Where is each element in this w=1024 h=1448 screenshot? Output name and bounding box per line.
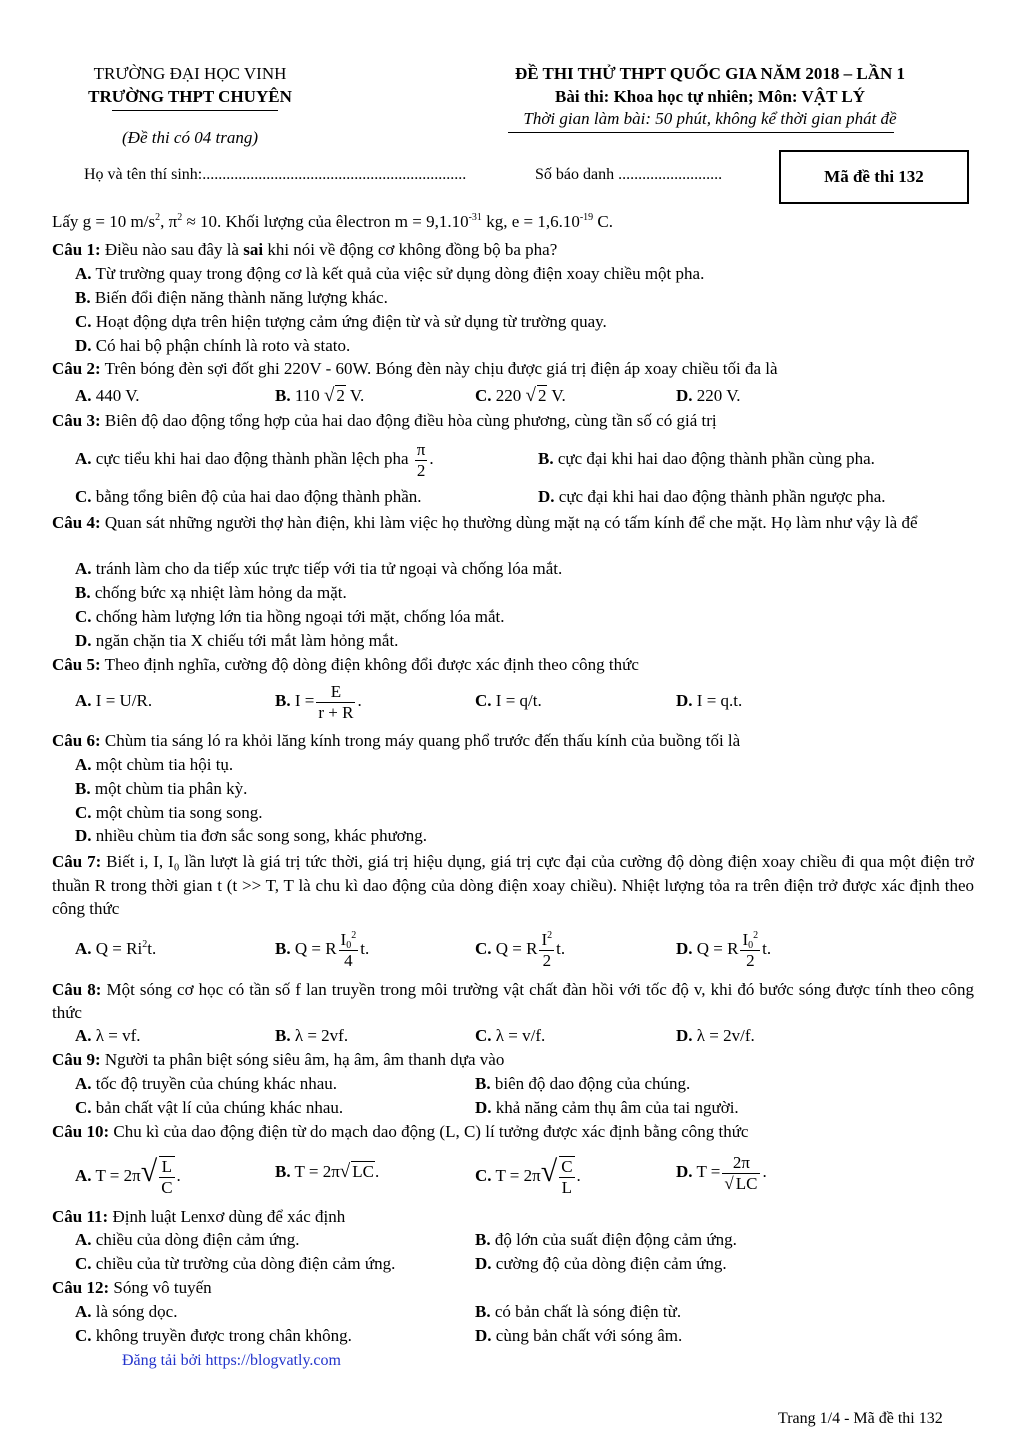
constants-tail: C. — [593, 212, 614, 231]
q9-option-c — [75, 1098, 343, 1118]
option-label: C. — [75, 1254, 92, 1273]
q5-option-b — [275, 679, 362, 723]
question-text: Trên bóng đèn sợi đốt ghi 220V - 60W. Bóng đèn này chịu được giá trị điện áp xoay chiều tối đa là — [104, 359, 778, 378]
fraction-denominator: C — [161, 1178, 173, 1198]
q10-option-d — [676, 1148, 767, 1196]
sqrt-radicand: LC — [735, 1173, 758, 1193]
sqrt-radicand: LC — [352, 1162, 374, 1181]
option-label: B. — [275, 1162, 291, 1181]
q7-option-c — [475, 923, 565, 975]
exam-code: Mã đề thi 132 — [824, 167, 924, 186]
question-text: Một sóng cơ học có tần số f lan truyền trong môi trường vật chất đàn hồi với tốc độ v, khi đó bước sóng được tính theo công thức — [52, 980, 974, 1022]
question-1 — [52, 240, 557, 260]
q5-option-c — [475, 691, 542, 711]
exam-subject: Bài thi: Khoa học tự nhiên; Môn: VẬT LÝ — [555, 87, 865, 106]
fraction-numerator — [740, 930, 760, 951]
option-text: chống hàm lượng lớn tia hồng ngoại tới mặt, chống lóa mắt. — [95, 607, 505, 626]
option-text: chống bức xạ nhiệt làm hỏng da mặt. — [94, 583, 347, 602]
option-label: C. — [75, 1326, 92, 1345]
q6-option-c — [75, 803, 262, 823]
q1-option-c — [75, 312, 607, 332]
q9-option-b — [475, 1074, 690, 1094]
option-label: B. — [275, 939, 291, 958]
option-label: B. — [275, 1026, 291, 1045]
option-label: C. — [75, 1098, 92, 1117]
sqrt-radicand: 2 — [336, 386, 345, 405]
q9-option-a — [75, 1074, 337, 1094]
q7-option-b — [275, 923, 369, 975]
option-text: 440 V. — [95, 386, 140, 405]
question-number: Câu 2: — [52, 359, 101, 378]
fraction-denominator: 2 — [746, 950, 755, 970]
option-text: biên độ dao động của chúng. — [494, 1074, 691, 1093]
sqrt-radicand: 2 — [537, 386, 547, 405]
question-text: Theo định nghĩa, cường độ dòng điện không đổi được xác định theo công thức — [104, 655, 639, 674]
option-text: một chùm tia hội tụ. — [95, 755, 234, 774]
option-text: chiều của dòng điện cảm ứng. — [95, 1230, 300, 1249]
option-text: cực đại khi hai dao động thành phần cùng pha. — [557, 449, 875, 468]
question-3 — [52, 411, 717, 431]
option-text: một chùm tia phân kỳ. — [94, 779, 248, 798]
option-label: C. — [475, 939, 492, 958]
fraction-denominator: L — [561, 1178, 573, 1198]
question-number: Câu 6: — [52, 731, 101, 750]
fraction — [740, 930, 760, 971]
option-period: . — [762, 1162, 767, 1181]
candidate-name-field: Họ và tên thí sinh:.................................................................. — [84, 166, 467, 183]
option-unit: V. — [551, 386, 566, 405]
option-period: . — [176, 1166, 181, 1185]
q8-option-d — [676, 1026, 755, 1046]
option-label: B. — [475, 1230, 491, 1249]
question-number: Câu 3: — [52, 411, 101, 430]
option-tail: t. — [360, 939, 370, 958]
university-name: TRƯỜNG ĐẠI HỌC VINH — [93, 64, 287, 83]
q11-option-a — [75, 1230, 299, 1250]
question-5 — [52, 655, 639, 675]
option-text: Q = Ri — [95, 939, 143, 958]
option-label: D. — [475, 1098, 492, 1117]
q8-option-b — [275, 1026, 348, 1046]
constants-m-exp: -31 — [468, 212, 482, 223]
exponent: 2 — [351, 929, 357, 941]
page-footer: Trang 1/4 - Mã đề thi 132 — [778, 1410, 943, 1427]
fraction-numerator — [539, 930, 554, 951]
question-11 — [52, 1207, 345, 1227]
q9-option-d — [475, 1098, 739, 1118]
fraction — [159, 1156, 174, 1198]
option-text: T = 2π — [495, 1166, 541, 1185]
option-label: B. — [75, 779, 91, 798]
header-rule-right — [508, 132, 894, 133]
option-label: D. — [676, 1026, 693, 1045]
question-number: Câu 11: — [52, 1207, 109, 1226]
q10-option-c — [475, 1148, 581, 1200]
option-text: là sóng dọc. — [95, 1302, 178, 1321]
q12-option-c — [75, 1326, 352, 1346]
symbol-I: I — [340, 929, 347, 949]
option-text: Q = R — [696, 939, 739, 958]
option-text: T = 2π — [294, 1162, 340, 1181]
q6-option-a — [75, 755, 233, 775]
question-text: Chùm tia sáng ló ra khỏi lăng kính trong máy quang phổ trước đến thấu kính của buồng tối là — [104, 731, 741, 750]
option-text: λ = v/f. — [495, 1026, 546, 1045]
q2-option-a — [75, 386, 140, 406]
exponent: 2 — [547, 929, 553, 941]
sqrt-sign: √ — [323, 385, 335, 406]
constants-approx: ≈ 10. Khối lượng của êlectron m = 9,1.10 — [186, 212, 469, 231]
option-text: ngăn chặn tia X chiếu tới mắt làm hỏng mắt. — [95, 631, 399, 650]
fraction-numerator: C — [561, 1157, 573, 1177]
q10-option-b — [275, 1162, 379, 1182]
fraction-numerator: 2π — [722, 1153, 760, 1174]
option-label: D. — [75, 336, 92, 355]
question-text: Quan sát những người thợ hàn điện, khi làm việc họ thường dùng mặt nạ có tấm kính để che mặt. Họ làm như vậy là để — [104, 513, 918, 532]
fraction-denominator: 2 — [416, 460, 426, 480]
option-text: 110 — [294, 386, 320, 405]
option-text: không truyền được trong chân không. — [95, 1326, 352, 1345]
q7-option-a — [75, 939, 156, 959]
fraction — [415, 440, 428, 481]
option-tail: t. — [556, 939, 566, 958]
option-label: C. — [475, 1166, 492, 1185]
option-label: D. — [676, 691, 693, 710]
option-text: bằng tổng biên độ của hai dao động thành phần. — [95, 487, 422, 506]
option-label: D. — [75, 631, 92, 650]
option-label: C. — [75, 803, 92, 822]
option-label: C. — [75, 312, 92, 331]
option-text: cùng bản chất với sóng âm. — [495, 1326, 683, 1345]
option-text: I = U/R. — [95, 691, 153, 710]
question-emphasis: sai — [243, 240, 264, 259]
exam-code-box — [779, 150, 969, 204]
option-label: D. — [676, 939, 693, 958]
pages-note: (Đề thi có 04 trang) — [122, 128, 258, 147]
option-text: λ = 2vf. — [294, 1026, 349, 1045]
option-label: D. — [75, 826, 92, 845]
question-4 — [52, 511, 974, 534]
option-text: I = — [294, 691, 315, 710]
fraction-denominator — [722, 1174, 760, 1194]
fraction-numerator: L — [159, 1157, 174, 1178]
q5-option-d — [676, 691, 742, 711]
q1-option-d — [75, 336, 350, 356]
option-label: B. — [75, 288, 91, 307]
question-text: Người ta phân biệt sóng siêu âm, hạ âm, âm thanh dựa vào — [104, 1050, 505, 1069]
symbol-I: I — [541, 929, 548, 949]
header-rule-left — [112, 110, 278, 111]
option-label: B. — [475, 1074, 491, 1093]
option-text: λ = 2v/f. — [696, 1026, 755, 1045]
question-number: Câu 7: — [52, 852, 102, 871]
option-text: T = 2π — [95, 1166, 141, 1185]
option-tail: t. — [762, 939, 772, 958]
option-text: nhiều chùm tia đơn sắc song song, khác phương. — [95, 826, 428, 845]
option-text: 220 — [495, 386, 522, 405]
question-number: Câu 8: — [52, 980, 102, 999]
option-label: A. — [75, 449, 92, 468]
option-label: A. — [75, 939, 92, 958]
option-text: có bản chất là sóng điện từ. — [494, 1302, 682, 1321]
question-number: Câu 10: — [52, 1122, 110, 1141]
q3-option-d — [538, 487, 886, 507]
option-text: cường độ của dòng điện cảm ứng. — [495, 1254, 727, 1273]
fraction — [722, 1153, 760, 1194]
fraction — [539, 930, 554, 971]
option-label: A. — [75, 1302, 92, 1321]
option-text: một chùm tia song song. — [95, 803, 263, 822]
option-text: Q = R — [294, 939, 337, 958]
q8-option-a — [75, 1026, 141, 1046]
constants-pi-exp: 2 — [177, 212, 183, 223]
option-label: C. — [475, 1026, 492, 1045]
q5-option-a — [75, 691, 152, 711]
constants-e-exp: -19 — [579, 212, 594, 223]
exam-duration: Thời gian làm bài: 50 phút, không kể thời gian phát đề — [523, 109, 897, 128]
option-label: A. — [75, 386, 92, 405]
sqrt-sign: √ — [540, 1155, 558, 1188]
option-label: C. — [475, 691, 492, 710]
symbol-I: I — [742, 929, 749, 949]
q4-option-d — [75, 631, 398, 651]
option-label: C. — [475, 386, 492, 405]
question-text: Biết i, I, I₀ lần lượt là giá trị tức thời, giá trị hiệu dụng, giá trị cực đại của cường độ dòng điện xoay chiều đi qua một điện trở thuần R trong thời gian t (t >> T, T là chu kì dao động của dòng điện xoay chiều). Nhiệt lượng tỏa ra trên điện trở được xác định theo công thức — [52, 852, 974, 918]
option-text: Từ trường quay trong động cơ là kết quả của việc sử dụng dòng điện xoay chiều một pha. — [95, 264, 705, 283]
question-2 — [52, 359, 778, 379]
option-label: A. — [75, 264, 92, 283]
q3-option-a — [75, 437, 434, 481]
exponent: 2 — [753, 929, 759, 941]
option-text: Có hai bộ phận chính là roto và stato. — [95, 336, 351, 355]
fraction-numerator — [339, 930, 359, 951]
q2-option-c — [475, 386, 566, 406]
option-text: 220 V. — [696, 386, 741, 405]
q4-option-c — [75, 607, 504, 627]
fraction — [339, 930, 359, 971]
sqrt-sign: √ — [140, 1155, 158, 1188]
option-label: A. — [75, 1026, 92, 1045]
option-text: I = q/t. — [495, 691, 542, 710]
option-label: B. — [475, 1302, 491, 1321]
constants-pi: , π — [160, 212, 178, 231]
fraction — [559, 1156, 574, 1198]
sqrt-sign: √ — [724, 1173, 734, 1193]
option-label: B. — [75, 583, 91, 602]
question-text: Điều nào sau đây là — [104, 240, 244, 259]
constants-g-exp: 2 — [155, 212, 161, 223]
subscript: 0 — [748, 939, 754, 951]
option-label: D. — [475, 1326, 492, 1345]
option-unit: V. — [349, 386, 365, 405]
fraction-denominator: r + R — [318, 702, 354, 722]
q1-option-b — [75, 288, 388, 308]
option-text: λ = vf. — [95, 1026, 141, 1045]
question-9 — [52, 1050, 504, 1070]
question-text: Biên độ dao động tổng hợp của hai dao động điều hòa cùng phương, cùng tần số có giá trị — [104, 411, 717, 430]
sqrt-sign: √ — [339, 1161, 351, 1182]
school-name: TRƯỜNG THPT CHUYÊN — [88, 87, 292, 106]
q10-option-a — [75, 1148, 181, 1200]
option-text: Hoạt động dựa trên hiện tượng cảm ứng điện từ và sử dụng từ trường quay. — [95, 312, 607, 331]
option-label: A. — [75, 755, 92, 774]
fraction — [316, 682, 355, 723]
option-text: tránh làm cho da tiếp xúc trực tiếp với tia tử ngoại và chống lóa mắt. — [95, 559, 563, 578]
option-period: . — [576, 1166, 581, 1185]
constants-line — [52, 212, 613, 232]
q4-option-b — [75, 583, 347, 603]
constants-g: Lấy g = 10 m/s — [52, 212, 156, 231]
option-label: B. — [275, 386, 291, 405]
question-text: Định luật Lenxơ dùng để xác định — [112, 1207, 346, 1226]
posted-by-link[interactable]: Đăng tải bởi https://blogvatly.com — [122, 1352, 341, 1369]
q11-option-d — [475, 1254, 727, 1274]
option-period: . — [357, 691, 362, 710]
question-text: Chu kì của dao động điện từ do mạch dao động (L, C) lí tưởng được xác định bằng công thức — [113, 1122, 749, 1141]
option-label: D. — [475, 1254, 492, 1273]
q12-option-a — [75, 1302, 177, 1322]
option-label: A. — [75, 1166, 92, 1185]
question-text-tail: khi nói về động cơ không đồng bộ ba pha? — [263, 240, 558, 259]
q7-option-d — [676, 923, 771, 975]
question-10 — [52, 1122, 748, 1142]
q6-option-b — [75, 779, 247, 799]
exam-title: ĐỀ THI THỬ THPT QUỐC GIA NĂM 2018 – LẦN 1 — [514, 64, 906, 83]
option-text: T = — [696, 1162, 721, 1181]
q6-option-d — [75, 826, 427, 846]
constants-mid: kg, e = 1,6.10 — [481, 212, 580, 231]
fraction-denominator: 4 — [344, 950, 353, 970]
question-number: Câu 4: — [52, 513, 101, 532]
option-label: C. — [75, 607, 92, 626]
option-label: D. — [676, 1162, 693, 1181]
question-6 — [52, 731, 740, 751]
question-8 — [52, 978, 974, 1024]
option-text: cực tiểu khi hai dao động thành phần lệch pha — [95, 449, 409, 468]
option-label: A. — [75, 1230, 92, 1249]
option-label: B. — [275, 691, 291, 710]
option-text: khả năng cảm thụ âm của tai người. — [495, 1098, 739, 1117]
q2-option-d — [676, 386, 741, 406]
option-text: Q = R — [495, 939, 538, 958]
question-12 — [52, 1278, 212, 1298]
q1-option-a — [75, 264, 704, 284]
option-tail: t. — [147, 939, 157, 958]
question-number: Câu 9: — [52, 1050, 101, 1069]
option-text: độ lớn của suất điện động cảm ứng. — [494, 1230, 737, 1249]
q11-option-c — [75, 1254, 395, 1274]
exponent: 2 — [142, 939, 148, 950]
q11-option-b — [475, 1230, 737, 1250]
fraction-denominator: 2 — [542, 950, 552, 970]
option-label: D. — [676, 386, 693, 405]
question-number: Câu 5: — [52, 655, 101, 674]
option-text: cực đại khi hai dao động thành phần ngược pha. — [558, 487, 886, 506]
option-label: D. — [538, 487, 555, 506]
option-period: . — [374, 1162, 380, 1181]
q2-option-b — [275, 386, 364, 406]
option-text: Biến đổi điện năng thành năng lượng khác. — [94, 288, 388, 307]
q12-option-b — [475, 1302, 681, 1322]
q3-option-b — [538, 449, 875, 469]
option-period: . — [429, 449, 434, 468]
option-label: C. — [75, 487, 92, 506]
question-number: Câu 1: — [52, 240, 101, 259]
option-text: bản chất vật lí của chúng khác nhau. — [95, 1098, 344, 1117]
option-text: I = q.t. — [696, 691, 743, 710]
q4-option-a — [75, 559, 562, 579]
option-label: A. — [75, 559, 92, 578]
candidate-id-field: Số báo danh .......................... — [535, 166, 723, 183]
q8-option-c — [475, 1026, 545, 1046]
option-label: A. — [75, 691, 92, 710]
sqrt-sign: √ — [525, 385, 536, 406]
fraction-numerator: E — [316, 682, 355, 703]
question-7 — [52, 850, 974, 921]
option-label: B. — [538, 449, 554, 468]
question-number: Câu 12: — [52, 1278, 110, 1297]
q3-option-c — [75, 487, 422, 507]
q12-option-d — [475, 1326, 682, 1346]
fraction-numerator: π — [416, 439, 426, 459]
question-text: Sóng vô tuyến — [113, 1278, 212, 1297]
option-text: chiều của từ trường của dòng điện cảm ứng. — [95, 1254, 396, 1273]
option-text: tốc độ truyền của chúng khác nhau. — [95, 1074, 338, 1093]
option-label: A. — [75, 1074, 92, 1093]
subscript: 0 — [346, 939, 352, 951]
